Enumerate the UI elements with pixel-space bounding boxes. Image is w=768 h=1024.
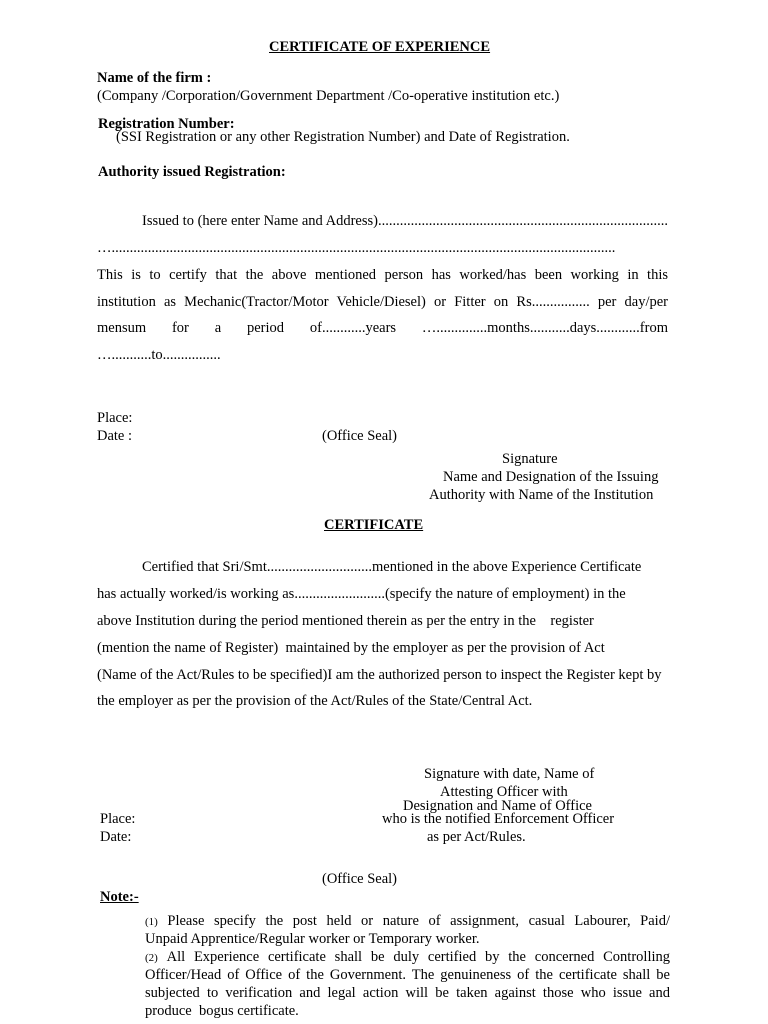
date-label: Date :: [97, 428, 133, 444]
experience-line: …...........to................: [97, 346, 221, 363]
certificate-line: (mention the name of Register) maintained by the employer as per the provision of Act: [97, 640, 605, 656]
experience-paragraph: [97, 262, 668, 368]
attesting-signature-line: Signature with date, Name of: [424, 766, 595, 782]
note-2: [145, 948, 670, 1020]
note-text: All Experience certificate shall be duly certified by the concerned Controlling: [166, 949, 670, 965]
document-title: CERTIFICATE OF EXPERIENCE: [269, 39, 491, 55]
firm-hint: (Company /Corporation/Government Department /Co-operative institution etc.): [97, 88, 560, 104]
experience-line: This is to certify that the above mentioned person has worked/has been working in this: [97, 267, 668, 283]
note-text: Please specify the post held or nature of assignment, casual Labourer, Paid/: [167, 913, 670, 929]
note-line: subjected to verification and legal action will be taken against those who issue and: [145, 985, 670, 1001]
attesting-officer-line: Attesting Officer with: [440, 784, 568, 800]
certificate-line: above Institution during the period mentioned therein as per the entry in the register: [97, 613, 594, 629]
place-label: Place:: [97, 410, 133, 426]
certificate-title: CERTIFICATE: [324, 517, 424, 533]
act-rules-line: as per Act/Rules.: [427, 829, 526, 845]
registration-label: Registration Number:: [98, 116, 235, 132]
experience-line: mensum for a period of............years …..............months...........days............from: [97, 320, 668, 337]
certificate-line: Certified that Sri/Smt.............................mentioned in the above Experience Certificate: [142, 559, 642, 575]
attesting-designation-line: Designation and Name of Office: [403, 798, 592, 814]
certificate-line: has actually worked/is working as.........................(specify the nature of employment) in the: [97, 586, 626, 602]
note-number: (2): [145, 952, 158, 964]
registration-hint: (SSI Registration or any other Registration Number) and Date of Registration.: [116, 129, 570, 145]
issued-to-continuation: …...........................................................................................................................................: [97, 240, 616, 256]
note-title: Note:-: [100, 889, 139, 905]
signature-label: Signature: [502, 451, 558, 467]
firm-label: Name of the firm :: [97, 70, 212, 86]
note-line: Unpaid Apprentice/Regular worker or Temporary worker.: [145, 931, 480, 947]
certificate-line: the employer as per the provision of the Act/Rules of the State/Central Act.: [97, 693, 533, 709]
note-line: produce bogus certificate.: [145, 1003, 299, 1019]
office-seal-label-2: (Office Seal): [322, 871, 398, 887]
note-1: [145, 912, 670, 948]
enforcement-officer-line: who is the notified Enforcement Officer: [382, 811, 615, 827]
authority-label: Authority issued Registration:: [98, 164, 286, 180]
issuing-institution-label: Authority with Name of the Institution: [429, 487, 654, 503]
experience-line: institution as Mechanic(Tractor/Motor Vehicle/Diesel) or Fitter on Rs................ per day/per: [97, 293, 668, 310]
certificate-line: (Name of the Act/Rules to be specified)I am the authorized person to inspect the Register kept by: [97, 667, 662, 683]
note-line: [145, 912, 670, 930]
note-number: (1): [145, 916, 158, 928]
issued-to-line: Issued to (here enter Name and Address)................................................................................: [142, 213, 668, 229]
note-line: [145, 948, 670, 966]
note-line: Officer/Head of Office of the Government. The genuineness of the certificate shall be: [145, 967, 670, 983]
office-seal-label: (Office Seal): [322, 428, 398, 444]
date-label-2: Date:: [100, 829, 132, 845]
place-label-2: Place:: [100, 811, 136, 827]
issuing-designation-label: Name and Designation of the Issuing: [443, 469, 659, 485]
